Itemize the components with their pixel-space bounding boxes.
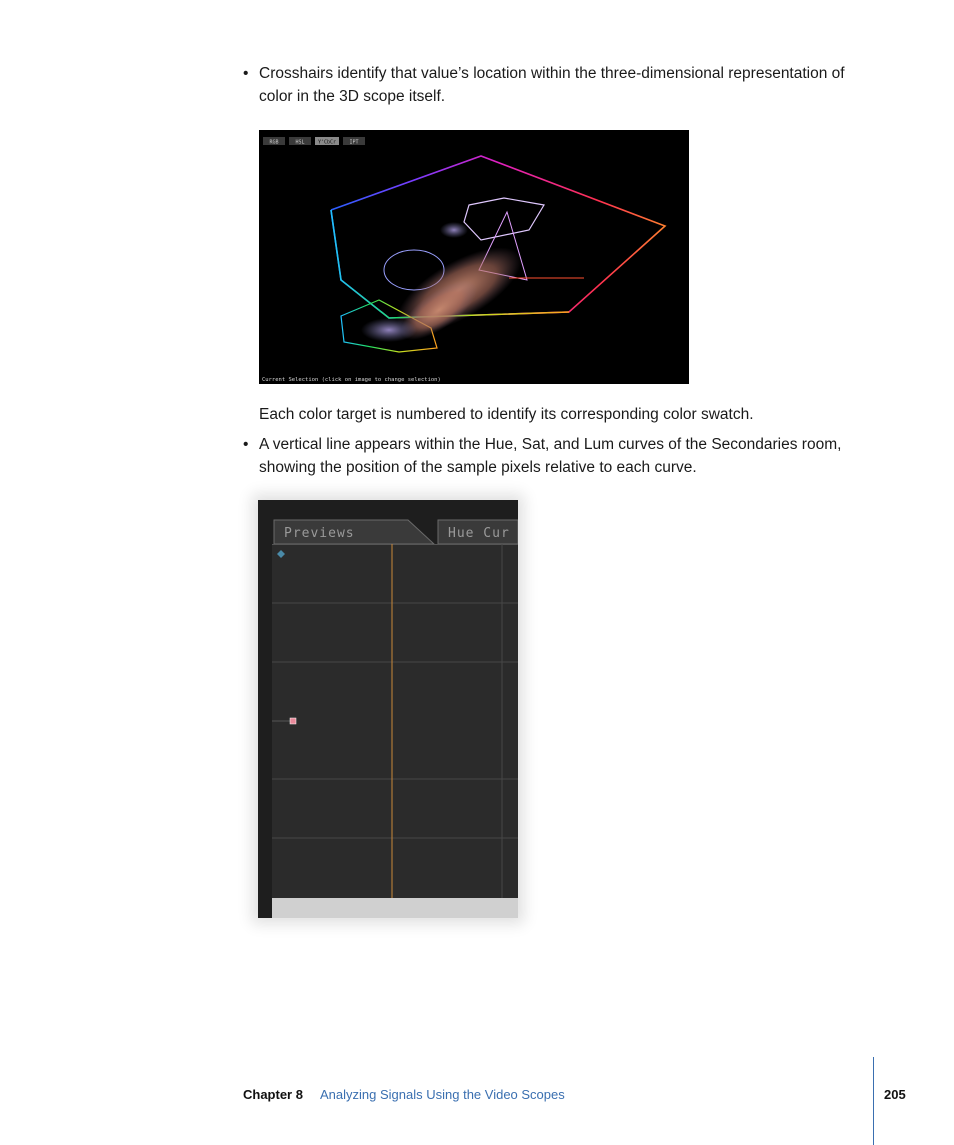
bullet-text-vertical-line: A vertical line appears within the Hue, Sat, and Lum curves of the Secondaries room, showing the position of the sample pixels relative to each curve. [259, 436, 842, 476]
curve-control-point[interactable] [290, 718, 296, 724]
footer-page-number: 205 [884, 1087, 906, 1102]
footer-chapter: Chapter 8 [243, 1087, 303, 1102]
footer-divider [873, 1057, 874, 1145]
scope-button-ipt-label: IPT [349, 139, 359, 146]
bullet-marker: • [243, 436, 249, 453]
scope-3d-graphic [259, 130, 689, 384]
scope-pixel-cluster-low [361, 318, 417, 342]
scope-button-rgb-label: RGB [269, 139, 279, 146]
curves-panel-screenshot [258, 500, 518, 918]
tab-previews-label: Previews [284, 526, 355, 541]
footer-chapter-title: Analyzing Signals Using the Video Scopes [320, 1087, 565, 1102]
caption-paragraph: Each color target is numbered to identify its corresponding color swatch. [259, 406, 754, 423]
scope-3d-screenshot [259, 130, 689, 384]
scope-button-ycbcr-label: Y'CbCr [317, 139, 337, 146]
scope-status-text: Current Selection (click on image to change selection) [262, 377, 441, 383]
scope-pixel-cluster-blue [440, 222, 468, 238]
scope-mode-buttons [263, 137, 365, 146]
scope-button-hsl-label: HSL [295, 139, 305, 146]
bullet-marker: • [243, 65, 249, 82]
curves-panel-graphic [258, 500, 518, 918]
bullet-text-crosshairs: Crosshairs identify that value’s location within the three-dimensional representation of color in the 3D scope itself. [259, 65, 845, 105]
tab-hue-curves-label: Hue Cur [448, 526, 510, 541]
